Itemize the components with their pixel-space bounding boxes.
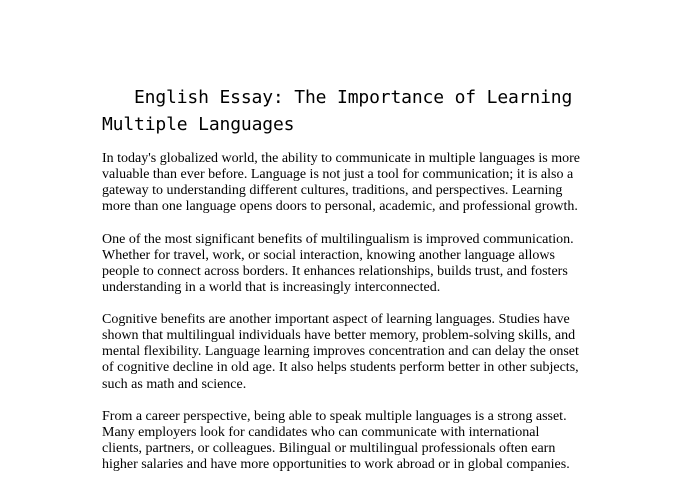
essay-paragraph-4: From a career perspective, being able to speak multiple languages is a strong asset. Many employers look for candidates who can communicate with international clients, partners, or colleagues. Bilingual or multilingual professionals often earn higher salaries and have more opportunities to work abroad or in global companies.	[102, 408, 570, 473]
essay-body	[102, 151, 582, 489]
essay-paragraph-2: One of the most significant benefits of multilingualism is improved communication. Whether for travel, work, or social interaction, knowing another language allows people to connect across borders. It enhances relationships, builds trust, and fosters understanding in a world that is increasingly interconnected.	[102, 231, 574, 295]
essay-paragraph-1: In today's globalized world, the ability to communicate in multiple languages is more valuable than ever before. Language is not just a tool for communication; it is also a gateway to understanding different cultures, traditions, and perspectives. Learning more than one language opens doors to personal, academic, and professional growth.	[102, 151, 581, 215]
essay-paragraph-3: Cognitive benefits are another important aspect of learning languages. Studies have shown that multilingual individuals have better memory, problem-solving skills, and mental flexibility. Language learning improves concentration and can delay the onset of cognitive decline in old age. It also helps students perform better in other subjects, such as math and science.	[102, 312, 579, 392]
essay-title: English Essay: The Importance of Learning Multiple Languages	[102, 87, 573, 135]
